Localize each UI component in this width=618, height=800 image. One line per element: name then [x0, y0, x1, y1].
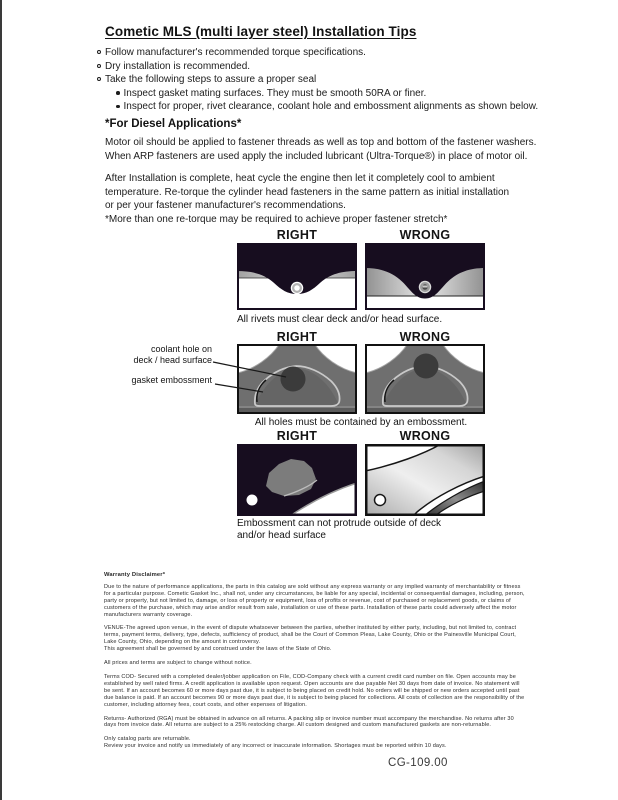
page-title: Cometic MLS (multi layer steel) Installation Tips — [105, 24, 417, 39]
fig1-caption: All rivets must clear deck and/or head surface. — [237, 314, 443, 325]
sub-list-item — [116, 87, 538, 101]
fig3-caption — [237, 518, 441, 541]
fig3-wrong-header: WRONG — [399, 429, 451, 443]
warranty-disclaimer-heading: Warranty Disclaimer* — [104, 572, 166, 578]
list-item — [97, 46, 538, 60]
fig3-wrong-panel — [365, 444, 485, 516]
fig2-right-panel — [237, 344, 357, 414]
paragraph-line: temperature. Re-torque the cylinder head fasteners in the same pattern as initial installation — [105, 186, 510, 198]
fig2-right-header: RIGHT — [276, 330, 318, 344]
legal-section — [104, 572, 525, 750]
list-item-text: Dry installation is recommended. — [105, 60, 251, 72]
list-item-text: Inspect gasket mating surfaces. They must be smooth 50RA or finer. — [123, 87, 427, 99]
caption-line: and/or head surface — [237, 529, 326, 541]
embossment-protrusion-right-diagram — [237, 444, 357, 516]
fig2-caption: All holes must be contained by an embossment. — [254, 417, 468, 428]
installation-tips-list — [97, 46, 538, 114]
label-line: deck / head surface — [133, 354, 212, 365]
paragraph-line: or per your fastener manufacturer's recommendations. — [105, 200, 346, 211]
governing-law-line: This agreement shall be governed by and construed under the laws of the State of Ohio. — [104, 646, 332, 653]
terms-paragraph: Terms COD- Secured with a completed dealer/jobber application on File, COD-Company check with a current credit card number on file. Open accounts may be established by well rated firms. A credit application is available upon request. Open accounts are due payable Net 30 days from date of invoice. No statement will be sent. If an account becomes 60 or more days past due, it is subject to being placed on credit hold. No orders will be shipped or new orders accepted until past due balance is paid. If an account becomes 90 or more days past due, it is subject to being placed for collections. All costs of collection are the responsibility of the customer, including attorney fees, court costs, and other expenses of litigation. — [104, 673, 525, 708]
filled-bullet-icon — [116, 91, 120, 95]
diesel-section-heading: *For Diesel Applications* — [105, 118, 242, 130]
open-bullet-icon — [97, 50, 101, 54]
caption-line: Embossment can not protrude outside of deck — [237, 518, 442, 529]
fig2-wrong-panel — [365, 344, 485, 414]
fig1-right-header: RIGHT — [276, 228, 318, 242]
diesel-paragraph-1 — [105, 136, 536, 163]
paragraph-line: After Installation is complete, heat cycle the engine then let it completely cool to ambient — [105, 173, 495, 184]
fig2-wrong-header: WRONG — [399, 330, 451, 344]
page-code: CG-109.00 — [388, 757, 448, 769]
warranty-paragraph: Due to the nature of performance applications, the parts in this catalog are sold without any express warranty or any implied warranty of merchantability or fitness for a particular purpose. Cometic Gasket Inc., shall not, under any circumstances, be liable for any special, incidental or consequential damages, including, person, party or property, but not limited to, damage, or loss of property or equipment, loss of profits or revenue, cost of purchased or replacement goods, or claims of customers of the purchase, which may arise and/or result from sale, installation or use of these parts. Installation of these parts could adversely affect the motor manufacturers warranty coverage. — [104, 583, 525, 618]
list-item-text: Follow manufacturer's recommended torque specifications. — [105, 47, 366, 58]
catalog-returnable-line: Only catalog parts are returnable. — [104, 736, 191, 743]
review-invoice-line: Review your invoice and notify us immediately of any incorrect or inaccurate information. Shortages must be reported within 10 days. — [104, 743, 447, 750]
label-line: coolant hole on — [150, 344, 212, 354]
filled-bullet-icon — [116, 105, 120, 109]
diesel-paragraph-2 — [105, 172, 509, 213]
fig3-right-panel — [237, 444, 357, 516]
venue-paragraph: VENUE-The agreed upon venue, in the event of dispute whatsoever between the parties, whether instituted by either party, including, but not limited to, contract terms, payment terms, delivery, type, defects, sufficiency of product, shall be the Court of Common Pleas, Lake County, Ohio or the Painesville Municipal Court, Lake County, Ohio, depending on the amount in controversy. — [104, 625, 517, 646]
open-bullet-icon — [97, 64, 101, 68]
page-edge-line — [0, 0, 2, 800]
embossment-containment-right-diagram — [237, 344, 357, 414]
coolant-hole-label — [98, 344, 212, 365]
list-item — [97, 73, 538, 87]
embossment-protrusion-wrong-diagram — [365, 444, 485, 516]
rivet-clearance-wrong-diagram — [365, 243, 485, 310]
rivet-clearance-right-diagram — [237, 243, 357, 310]
list-item-text: Take the following steps to assure a proper seal — [105, 74, 317, 85]
paragraph-line: When ARP fasteners are used apply the included lubricant (Ultra-Torque®) in place of motor oil. — [105, 150, 528, 162]
returns-paragraph: Returns- Authorized (RGA) must be obtained in advance on all returns. A packing slip or invoice number must accompany the merchandise. No returns after 30 days from invoice date. All returns are subject to a 25% restocking charge. All custom designed and custom manufactured gaskets are non-returnable. — [104, 715, 514, 729]
fig3-right-header: RIGHT — [276, 429, 318, 443]
open-bullet-icon — [97, 77, 101, 81]
fig1-right-panel — [237, 243, 357, 310]
list-item — [97, 60, 538, 74]
gasket-embossment-label: gasket embossment — [131, 375, 212, 385]
fig1-wrong-header: WRONG — [399, 228, 451, 242]
paragraph-line: Motor oil should be applied to fastener threads as well as top and bottom of the fastener washers. — [105, 137, 537, 148]
sub-list-item — [116, 100, 538, 114]
prices-line: All prices and terms are subject to change without notice. — [104, 660, 252, 667]
embossment-containment-wrong-diagram — [365, 344, 485, 414]
list-item-text: Inspect for proper, rivet clearance, coolant hole and embossment alignments as shown below. — [123, 101, 539, 112]
fig1-wrong-panel — [365, 243, 485, 310]
retorque-note: *More than one re-torque may be required to achieve proper fastener stretch* — [105, 214, 448, 225]
